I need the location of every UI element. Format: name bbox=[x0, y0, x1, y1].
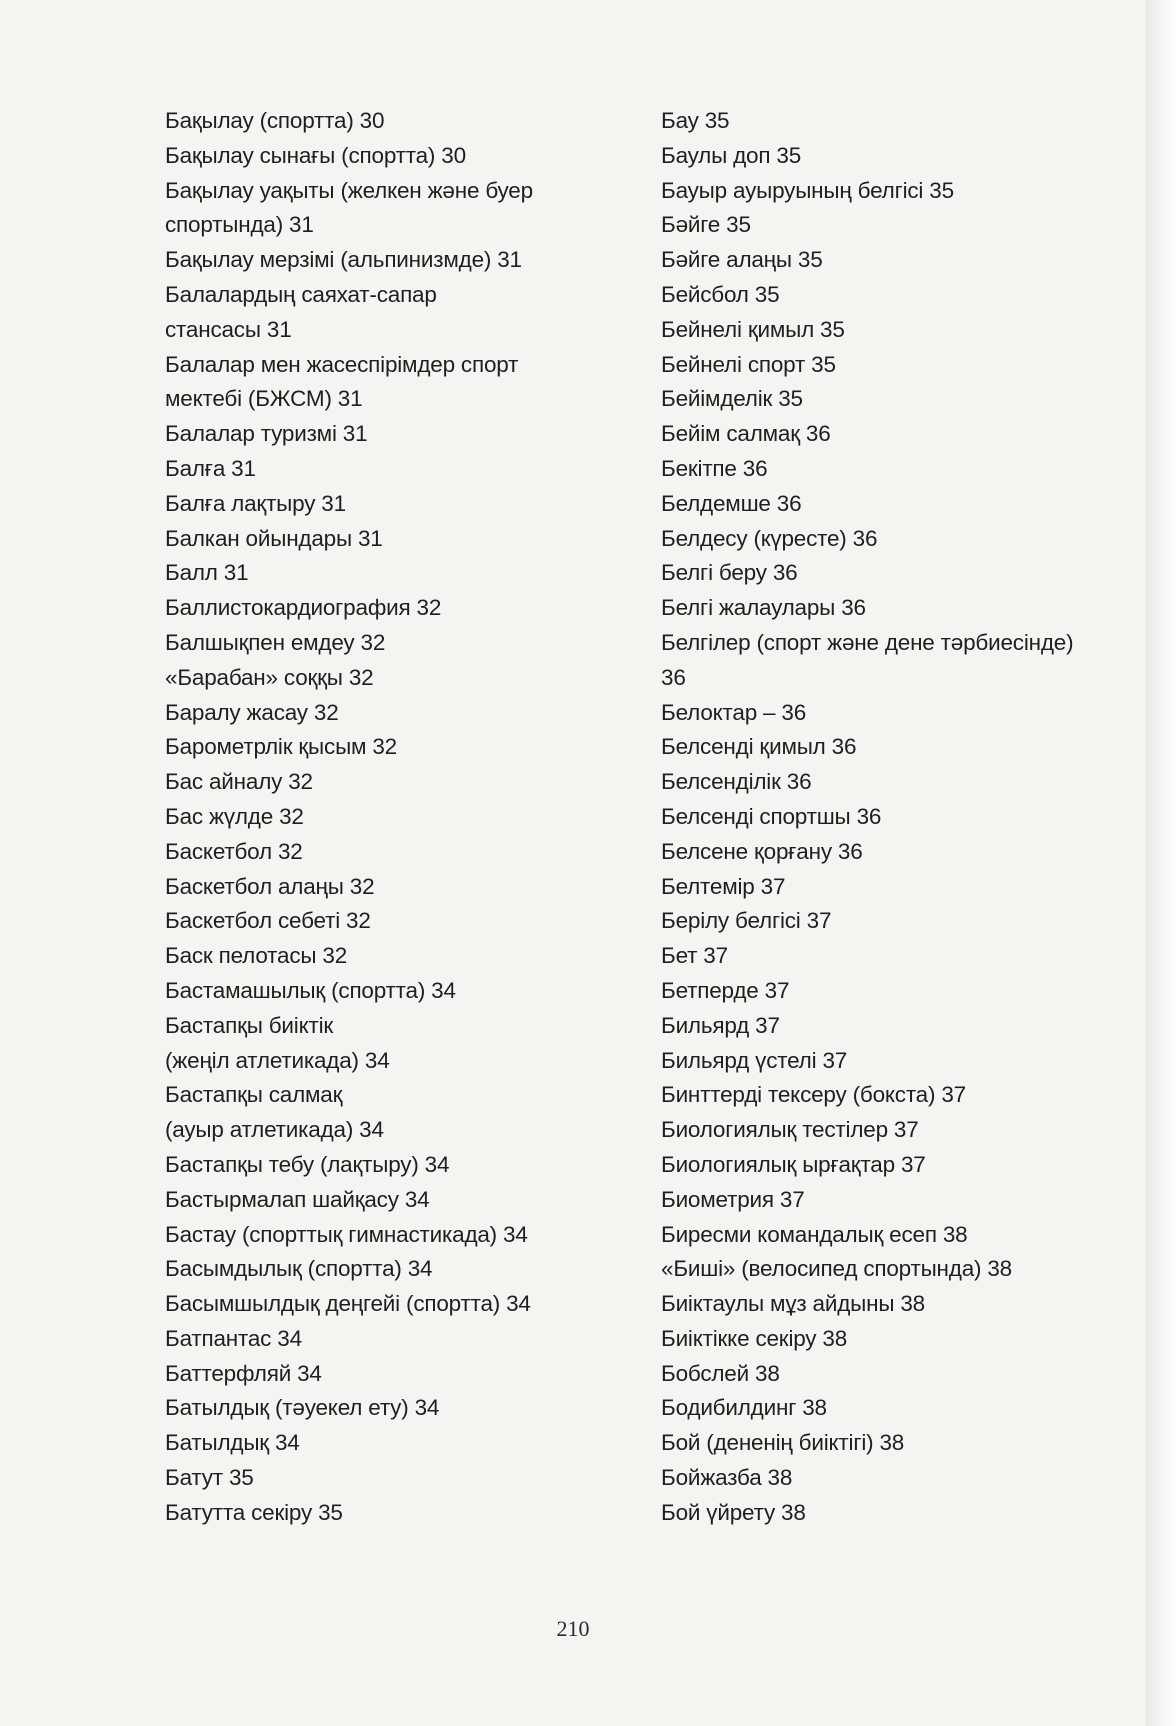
index-entry: Бетперде 37 bbox=[661, 977, 790, 1003]
index-entry: Биіктаулы мұз айдыны 38 bbox=[661, 1291, 925, 1317]
index-entry: Бастапқы тебу (лақтыру) 34 bbox=[165, 1151, 450, 1177]
index-entry: Баралу жасау 32 bbox=[165, 699, 339, 725]
index-entry: Баллистокардиография 32 bbox=[165, 595, 442, 621]
index-column-right bbox=[661, 104, 1141, 1531]
index-entry: Биресми командалық есеп 38 bbox=[661, 1221, 968, 1247]
index-entry: спортында) 31 bbox=[165, 212, 314, 238]
index-entry: Бастапқы биіктік bbox=[165, 1012, 334, 1038]
index-entry: Балшықпен емдеу 32 bbox=[165, 629, 386, 655]
index-entry: Берілу белгісі 37 bbox=[661, 908, 832, 934]
index-entry: Баттерфляй 34 bbox=[165, 1360, 322, 1386]
index-entry: Бәйге алаңы 35 bbox=[661, 247, 823, 273]
index-entry: Бой (дененің биіктігі) 38 bbox=[661, 1430, 905, 1456]
index-entry: Белсенді спортшы 36 bbox=[661, 803, 882, 829]
index-entry: Бой үйрету 38 bbox=[661, 1499, 806, 1525]
index-entry: Бейім салмақ 36 bbox=[661, 421, 831, 447]
index-entry: Бейсбол 35 bbox=[661, 281, 780, 307]
index-entry: Баулы доп 35 bbox=[661, 142, 802, 168]
index-entry: Биологиялық ырғақтар 37 bbox=[661, 1151, 926, 1177]
index-entry: Бау 35 bbox=[661, 108, 730, 133]
index-entry: Бас айналу 32 bbox=[165, 769, 313, 795]
index-entry: Балалар туризмі 31 bbox=[165, 421, 368, 447]
index-entry: Баскетбол 32 bbox=[165, 838, 303, 864]
index-entry: Батутта секіру 35 bbox=[165, 1499, 343, 1525]
index-entry: Балға лақтыру 31 bbox=[165, 490, 346, 516]
index-entry: Бейнелі спорт 35 bbox=[661, 351, 836, 377]
index-entry: Белгі беру 36 bbox=[661, 560, 798, 586]
index-entry: Бастамашылық (спортта) 34 bbox=[165, 977, 456, 1003]
index-entry: Биіктікке секіру 38 bbox=[661, 1325, 848, 1351]
index-entry: Белоктар – 36 bbox=[661, 699, 807, 725]
index-entry: Белтемір 37 bbox=[661, 873, 786, 899]
index-entry: Бастау (спорттық гимнастикада) 34 bbox=[165, 1221, 528, 1247]
index-entry: Бастырмалап шайқасу 34 bbox=[165, 1186, 430, 1212]
index-entry: Белдемше 36 bbox=[661, 490, 802, 516]
index-entry: Бәйге 35 bbox=[661, 212, 751, 238]
index-entry: Баскетбол алаңы 32 bbox=[165, 873, 375, 899]
index-entry: Балалар мен жасеспірімдер спорт bbox=[165, 351, 519, 377]
page-edge bbox=[1146, 0, 1176, 1726]
page-number: 210 bbox=[556, 1616, 590, 1641]
index-entry: Бинттерді тексеру (бокста) 37 bbox=[661, 1082, 966, 1108]
index-entry: Бақылау мерзімі (альпинизмде) 31 bbox=[165, 247, 522, 273]
index-entry: Басымшылдық деңгейі (спортта) 34 bbox=[165, 1291, 531, 1317]
index-entry: Бодибилдинг 38 bbox=[661, 1395, 827, 1421]
index-entry: Бильярд 37 bbox=[661, 1012, 780, 1038]
index-entry: Баскетбол себеті 32 bbox=[165, 908, 371, 934]
index-entry: Балкан ойындары 31 bbox=[165, 525, 383, 551]
index-entry: Бақылау сынағы (спортта) 30 bbox=[165, 142, 466, 168]
index-entry: 36 bbox=[661, 664, 686, 690]
index-entry: «Биші» (велосипед спортында) 38 bbox=[661, 1256, 1012, 1282]
index-entry: Батпантас 34 bbox=[165, 1325, 302, 1351]
index-entry: Батылдық 34 bbox=[165, 1430, 300, 1456]
index-entry: Барометрлік қысым 32 bbox=[165, 734, 397, 760]
index-entry: Бобслей 38 bbox=[661, 1360, 780, 1386]
index-entry: (ауыр атлетикада) 34 bbox=[165, 1117, 384, 1143]
index-entry: Биологиялық тестілер 37 bbox=[661, 1117, 919, 1143]
index-entry: стансасы 31 bbox=[165, 316, 292, 342]
index-entry: Бас жүлде 32 bbox=[165, 803, 304, 829]
index-entry: Белгі жалаулары 36 bbox=[661, 595, 866, 621]
index-entry: Белгілер (спорт және дене тәрбиесінде) bbox=[661, 629, 1074, 655]
index-column-left bbox=[165, 104, 635, 1531]
index-entry: Бейнелі қимыл 35 bbox=[661, 316, 845, 342]
index-entry: Бекітпе 36 bbox=[661, 455, 768, 481]
index-entry: Басымдылық (спортта) 34 bbox=[165, 1256, 433, 1282]
index-entry: мектебі (БЖСМ) 31 bbox=[165, 386, 363, 412]
index-entry: Белсенді қимыл 36 bbox=[661, 734, 857, 760]
index-entry: Бет 37 bbox=[661, 943, 728, 969]
index-entry: Балға 31 bbox=[165, 455, 256, 481]
index-entry: Батут 35 bbox=[165, 1465, 254, 1491]
index-entry: Батылдық (тәуекел ету) 34 bbox=[165, 1395, 440, 1421]
index-entry: Белдесу (күресте) 36 bbox=[661, 525, 878, 551]
index-entry: Биометрия 37 bbox=[661, 1186, 805, 1212]
index-entry: Баск пелотасы 32 bbox=[165, 943, 348, 969]
index-entry: Балалардың саяхат-сапар bbox=[165, 281, 437, 307]
index-entry: Бойжазба 38 bbox=[661, 1465, 793, 1491]
index-entry: Балл 31 bbox=[165, 560, 249, 586]
index-entry: Бауыр ауыруының белгісі 35 bbox=[661, 177, 954, 203]
index-entry: Бастапқы салмақ bbox=[165, 1082, 343, 1108]
index-entry: Бақылау (спортта) 30 bbox=[165, 108, 385, 133]
index-entry: Бақылау уақыты (желкен және буер bbox=[165, 177, 533, 203]
index-entry: Белсене қорғану 36 bbox=[661, 838, 863, 864]
index-entry: Бильярд үстелі 37 bbox=[661, 1047, 848, 1073]
index-entry: Белсенділік 36 bbox=[661, 769, 812, 795]
index-entry: (жеңіл атлетикада) 34 bbox=[165, 1047, 390, 1073]
index-entry: Бейімделік 35 bbox=[661, 386, 803, 412]
index-entry: «Барабан» соққы 32 bbox=[165, 664, 374, 690]
